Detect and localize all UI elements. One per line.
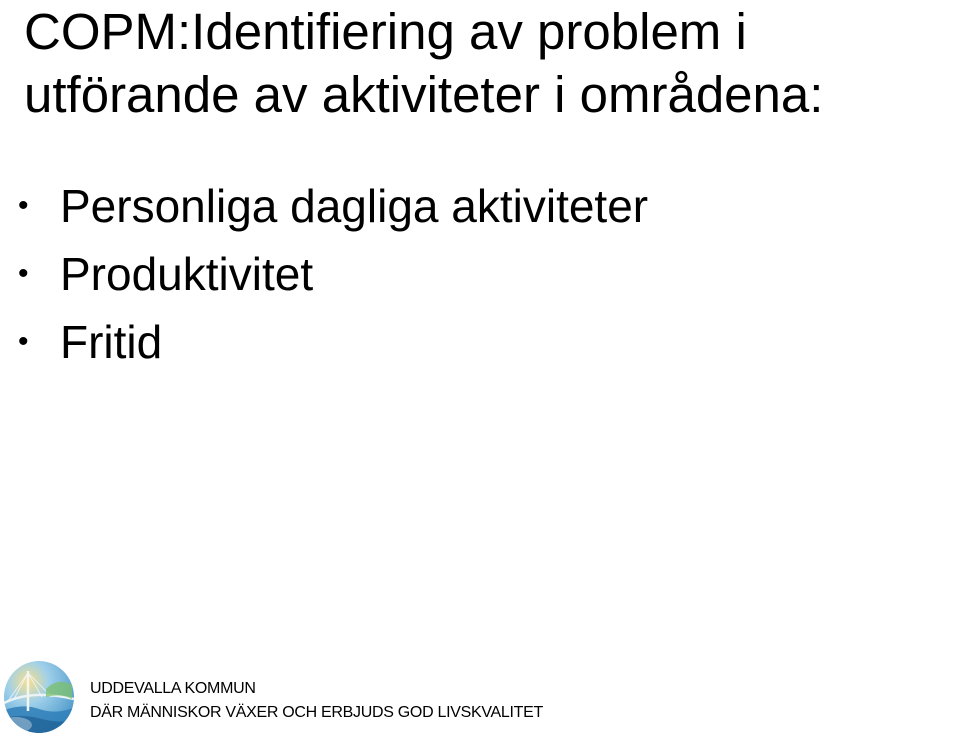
bullet-text: Personliga dagliga aktiviteter bbox=[60, 180, 649, 232]
bullet-dot-icon: • bbox=[18, 325, 29, 358]
org-name: UDDEVALLA KOMMUN bbox=[90, 680, 256, 697]
bullet-dot-icon: • bbox=[18, 257, 29, 290]
slide-title bbox=[24, 0, 954, 126]
org-tagline: DÄR MÄNNISKOR VÄXER OCH ERBJUDS GOD LIVSKVALITET bbox=[90, 704, 543, 721]
bullet-text: Produktivitet bbox=[60, 248, 314, 300]
bullet-text: Fritid bbox=[60, 316, 163, 368]
footer-text bbox=[90, 677, 543, 725]
slide-title-line-1: COPM:Identifiering av problem i bbox=[24, 3, 747, 60]
bullet-item bbox=[18, 172, 648, 240]
slide-title-line-2: utförande av aktiviteter i områdena: bbox=[24, 66, 824, 123]
bullet-list bbox=[18, 172, 648, 376]
bullet-dot-icon: • bbox=[18, 189, 29, 222]
bullet-item bbox=[18, 308, 648, 376]
bullet-item bbox=[18, 240, 648, 308]
bridge-watercolor-logo-icon bbox=[2, 659, 76, 735]
footer bbox=[0, 655, 960, 738]
